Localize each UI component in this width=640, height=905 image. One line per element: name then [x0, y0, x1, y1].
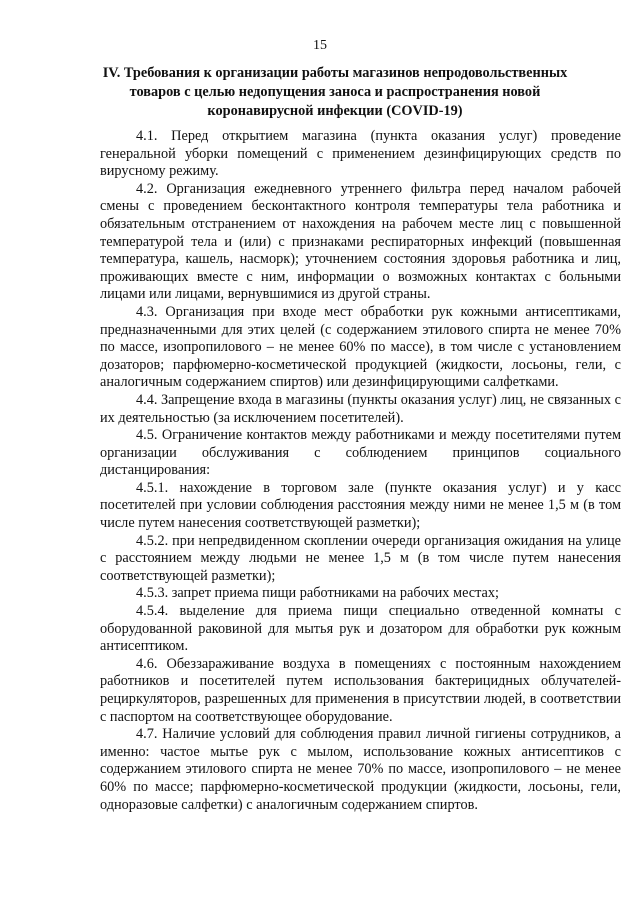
paragraph-4-1: 4.1. Перед открытием магазина (пункта оказания услуг) проведение генеральной уборки помещений с применением дезинфицирующих средств по вирусному режиму. — [100, 128, 621, 180]
page-number: 15 — [313, 38, 327, 53]
paragraph-4-5-4: 4.5.4. выделение для приема пищи специально отведенной комнаты с оборудованной раковиной для мытья рук и дозатором для обработки рук кожным антисептиком. — [100, 603, 621, 655]
paragraph-4-5: 4.5. Ограничение контактов между работниками и между посетителями путем организации обслуживания с соблюдением принципов социального дистанцирования: — [100, 427, 621, 479]
paragraph-4-2: 4.2. Организация ежедневного утреннего фильтра перед началом рабочей смены с проведением бесконтактного контроля температуры тела работника и обязательным отстранением от нахождения на рабочем месте лиц с повышенной температурой тела и (или) с признаками респираторных инфекций (повышенная температура, кашель, насморк); уточнением состояния здоровья работника и лиц, проживающих вместе с ним, информации о возможных контактах с больными лицами или лицами, вернувшимися из другой страны. — [100, 180, 621, 303]
paragraph-4-4: 4.4. Запрещение входа в магазины (пункты оказания услуг) лиц, не связанных с их деятельностью (за исключением посетителей). — [100, 391, 621, 426]
paragraph-4-3: 4.3. Организация при входе мест обработки рук кожными антисептиками, предназначенными для этих целей (с содержанием этилового спирта не менее 70% по массе, изопропилового – не менее 60% по массе), в том числе с установлением дозаторов; парфюмерно-косметической продукцией (жидкости, лосьоны, гели, с аналогичным содержанием спиртов) или дезинфицирующими салфетками. — [100, 303, 621, 391]
section-title: IV. Требования к организации работы магазинов непродовольственных товаров с целью недопущения заноса и распространения новой коронавирусной инфекции (COVID-19) — [102, 65, 568, 119]
paragraph-4-5-1: 4.5.1. нахождение в торговом зале (пункте оказания услуг) и у касс посетителей при условии соблюдения расстояния между ними не менее 1,5 м (в том числе путем нанесения соответствующей разметки); — [100, 479, 621, 532]
paragraph-4-5-3: 4.5.3. запрет приема пищи работниками на рабочих местах; — [136, 585, 500, 602]
paragraph-4-6: 4.6. Обеззараживание воздуха в помещениях с постоянным нахождением работников и посетителей путем использования бактерицидных облучателей-рециркуляторов, разрешенных для применения в присутствии людей, в соответствии с паспортом на соответствующее оборудование. — [100, 655, 621, 725]
document-body — [100, 128, 621, 814]
paragraph-4-7: 4.7. Наличие условий для соблюдения правил личной гигиены сотрудников, а именно: частое мытье рук с мылом, использование кожных антисептиков с содержанием этилового спирта не менее 70% по массе, изопропилового – не менее 60% по массе; парфюмерно-косметической продукции (жидкости, лосьоны, гели, одноразовые салфетки) с аналогичным содержанием спиртов. — [100, 726, 621, 813]
paragraph-4-5-2: 4.5.2. при непредвиденном скоплении очереди организация ожидания на улице с расстоянием между людьми не менее 1,5 м (в том числе путем нанесения соответствующей разметки); — [100, 532, 621, 584]
